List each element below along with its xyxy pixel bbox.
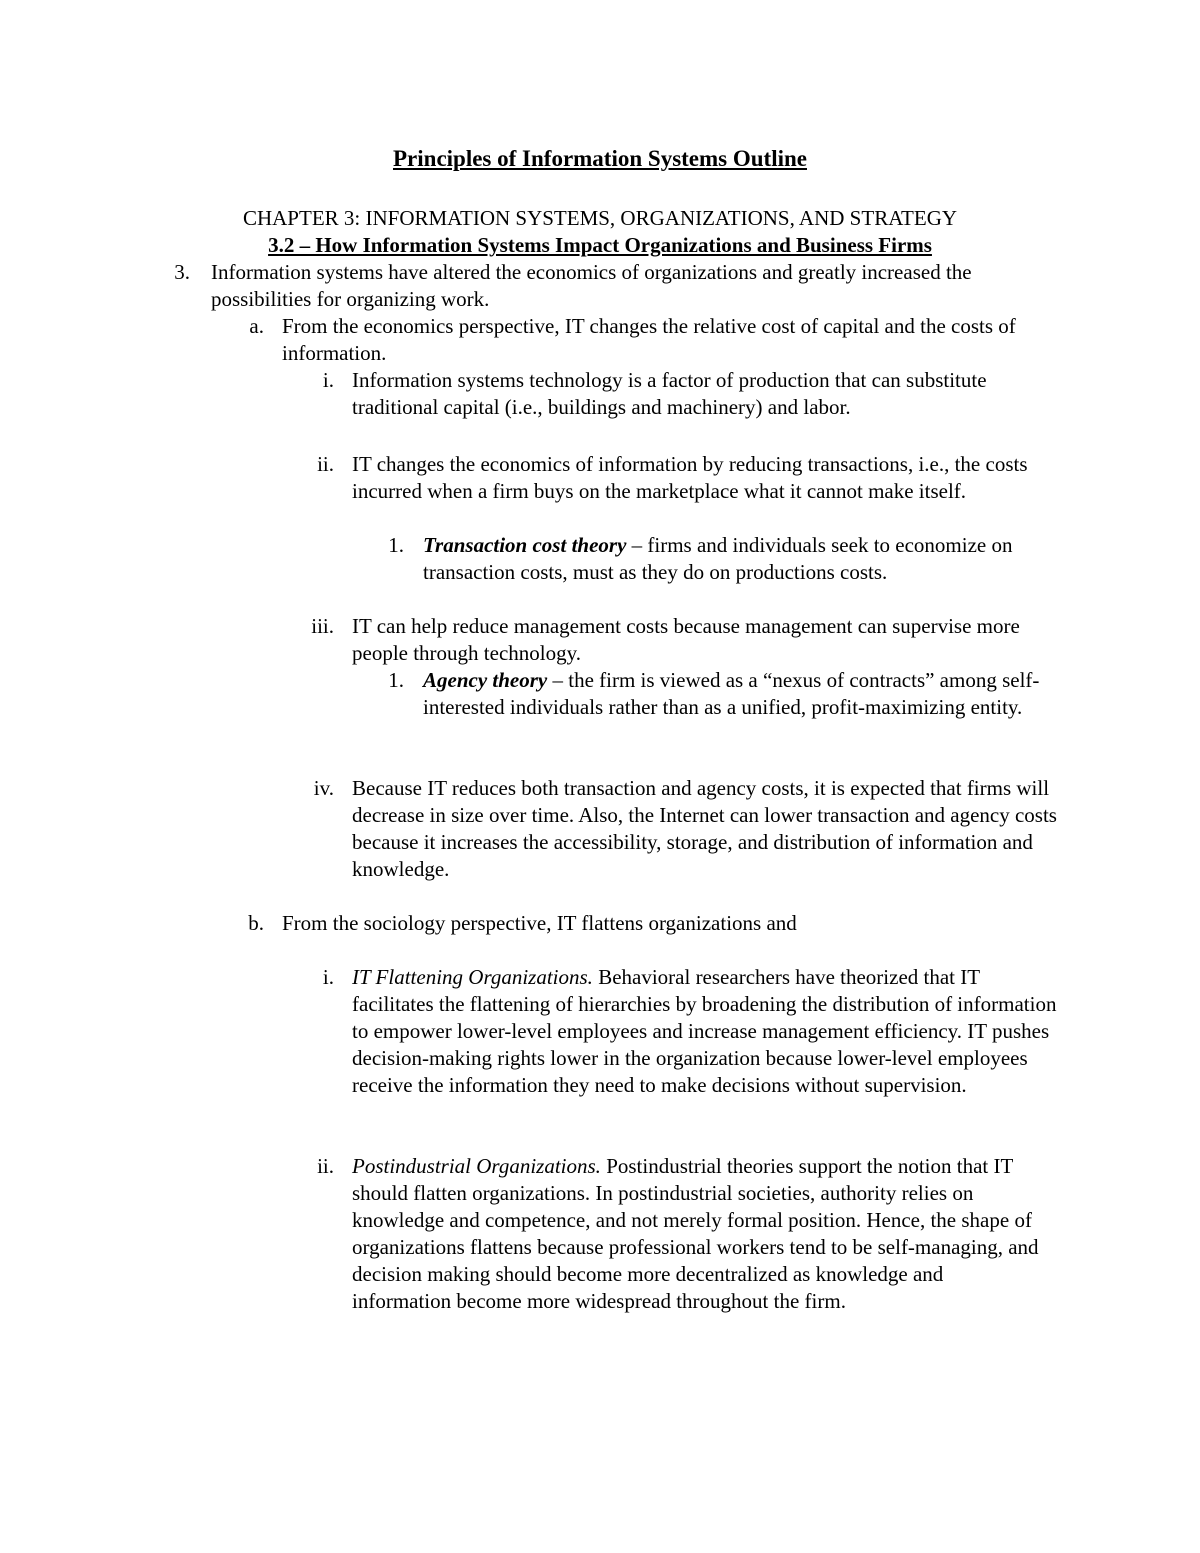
term-label: IT Flattening Organizations. [352, 965, 593, 989]
list-marker: 3. [174, 260, 190, 284]
list-marker: ii. [317, 1154, 334, 1178]
section-heading: 3.2 – How Information Systems Impact Organizations and Business Firms [268, 233, 932, 257]
list-item-a [0, 313, 1200, 367]
term-definition: Behavioral researchers have theorized that IT facilitates the flattening of hierarchies by broadening the distribution of information to empower lower-level employees and increase management efficiency. IT pushes decision-making rights lower in the organization because lower-level employees receive the information they need to make decisions without supervision. [352, 965, 1057, 1097]
list-marker: iii. [311, 614, 334, 638]
chapter-heading: CHAPTER 3: INFORMATION SYSTEMS, ORGANIZATIONS, AND STRATEGY [242, 206, 958, 230]
list-item-text: Information systems technology is a factor of production that can substitute traditional capital (i.e., buildings and machinery) and labor. [352, 368, 987, 419]
list-item-a-iv [0, 775, 1200, 883]
list-item-text [423, 532, 1063, 586]
list-item-a-i [0, 367, 1200, 421]
list-item-text [423, 667, 1045, 721]
list-item-text: Because IT reduces both transaction and agency costs, it is expected that firms will decrease in size over time. Also, the Internet can lower transaction and agency costs because it increases the accessibility, storage, and distribution of information and knowledge. [352, 776, 1057, 881]
list-marker: a. [249, 314, 264, 338]
list-item-a-ii [0, 451, 1200, 532]
list-marker: i. [322, 965, 334, 989]
list-item-a-iii [0, 613, 1200, 667]
term-label: Transaction cost theory [423, 533, 627, 557]
list-item-text: IT changes the economics of information by reducing transactions, i.e., the costs incurred when a firm buys on the marketplace what it cannot make itself. [352, 452, 1028, 503]
list-item-text [352, 1153, 1042, 1315]
list-marker: 1. [388, 668, 404, 692]
document-title: Principles of Information Systems Outline [393, 146, 807, 171]
list-item-b-i [0, 964, 1200, 1126]
list-item-text: Information systems have altered the economics of organizations and greatly increased the possibilities for organizing work. [211, 260, 972, 311]
list-item-3 [0, 259, 1200, 313]
term-definition: – firms and individuals seek to economize on transaction costs, must as they do on productions costs. [423, 533, 1013, 584]
list-marker: iv. [313, 776, 334, 800]
list-item-a-iii-1 [0, 667, 1200, 748]
term-definition: Postindustrial theories support the notion that IT should flatten organizations. In postindustrial societies, authority relies on knowledge and competence, and not merely formal position. Hence, the shape of organizations flattens because professional workers tend to be self-managing, and decision making should become more decentralized as knowledge and information become more widespread throughout the firm. [352, 1154, 1039, 1313]
list-item-text: From the economics perspective, IT changes the relative cost of capital and the costs of information. [282, 314, 1016, 365]
list-item-b-ii [0, 1153, 1200, 1342]
list-marker: b. [248, 911, 264, 935]
list-marker: i. [322, 368, 334, 392]
term-label: Postindustrial Organizations. [352, 1154, 601, 1178]
list-marker: 1. [388, 533, 404, 557]
list-item-text [352, 964, 1062, 1099]
list-item-b [0, 910, 1200, 937]
list-item-a-ii-1 [0, 532, 1200, 586]
list-item-text: IT can help reduce management costs because management can supervise more people through technology. [352, 614, 1020, 665]
term-label: Agency theory [423, 668, 548, 692]
list-marker: ii. [317, 452, 334, 476]
list-item-text: From the sociology perspective, IT flattens organizations and [282, 911, 797, 935]
term-definition: – the firm is viewed as a “nexus of contracts” among self-interested individuals rather than as a unified, profit-maximizing entity. [423, 668, 1040, 719]
